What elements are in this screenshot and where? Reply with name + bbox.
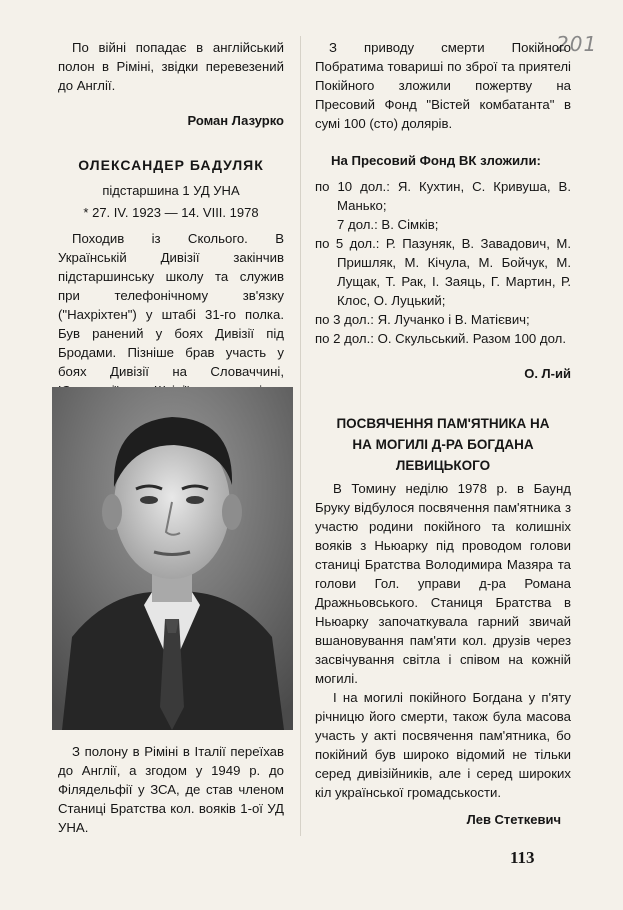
handwritten-page-number: 201 [556, 32, 598, 56]
donation-intro: З приводу смерти Покійного Побратима товариші по зброї та приятелі Покійного зложили пожертву на Пресовий Фонд "Вістей комбатанта" в сумі 100 (сто) долярів. [315, 40, 571, 131]
obituary-body: Походив із Сколього. В Українській Дивізії закінчив підстаршинську школу та служив при телефонічному зв'язку ("Нахріхтен") у штабі 31-го полка. Був ранений у боях Дивізії під Бродами. Пізніше брав участь у боях Дивізії на Словаччині, [58, 231, 284, 379]
donation-heading: На Пресовий Фонд ВК зложили: [331, 153, 541, 168]
obituary-name: ОЛЕКСАНДЕР БАДУЛЯК [78, 157, 264, 173]
donation-signature: О. Л-ий [524, 366, 571, 381]
article-signature: Лев Стеткевич [466, 812, 561, 827]
article-paragraph-1: В Томину неділю 1978 р. в Баунд Бруку відбулося посвячення пам'ятника з участю родини покійного та колишніх вояків з Ньюарку під проводом голови станиці Братства Володимира Мазяра та голови Гол. управи д-ра Романа Дражньовського. Станиця Братства в Ньюарку започаткувала гарний звичай вшановування пам'яти кол. друзів через засвічування світла і співом на кожній могилі. [315, 481, 571, 686]
donation-line: 7 дол.: В. Сімків; [337, 217, 439, 232]
donation-line: по 3 дол.: Я. Лучанко і В. Матієвич; [315, 312, 530, 327]
article-title: ПОСВЯЧЕННЯ ПАМ'ЯТНИКА НА НА МОГИЛІ Д-РА БОГДАНА ЛЕВИЦЬКОГО [336, 416, 550, 473]
obituary-after-photo: З полону в Ріміні в Італії переїхав до Англії, а згодом у 1949 р. до Філядельфії у ЗСА, де став членом Станиці Братства кол. вояків 1-ої УД УНА. [58, 744, 284, 835]
donation-list [315, 177, 571, 348]
portrait-photo [52, 387, 293, 730]
column-divider [300, 36, 301, 836]
donation-line: по 5 дол.: Р. Пазуняк, В. Завадович, М. Пришляк, М. Кічула, М. Бойчук, М. Лущак, Т. Рак, І. Заяць, Г. Мартин, Р. Клос, О. Луцький; [315, 236, 571, 308]
article-paragraph-2: І на могилі покійного Богдана у п'яту річницю його смерти, також була масова участь у акті посвячення пам'ятника, бо покійний був широко відомий не тільки серед дивізійників, але і серед широких кіл української громадськости. [315, 690, 571, 800]
page-number: 113 [510, 848, 535, 867]
donation-line: по 10 дол.: Я. Кухтин, С. Кривуша, В. Манько; [315, 179, 571, 213]
donation-line: по 2 дол.: О. Скульський. Разом 100 дол. [315, 331, 567, 346]
obituary-rank: підстаршина 1 УД УНА [102, 183, 240, 198]
intro-signature: Роман Лазурко [187, 113, 284, 128]
intro-paragraph: По війні попадає в англійський полон в Ріміні, звідки перевезений до Англії. [58, 40, 284, 93]
obituary-dates: * 27. IV. 1923 — 14. VIII. 1978 [83, 205, 259, 220]
